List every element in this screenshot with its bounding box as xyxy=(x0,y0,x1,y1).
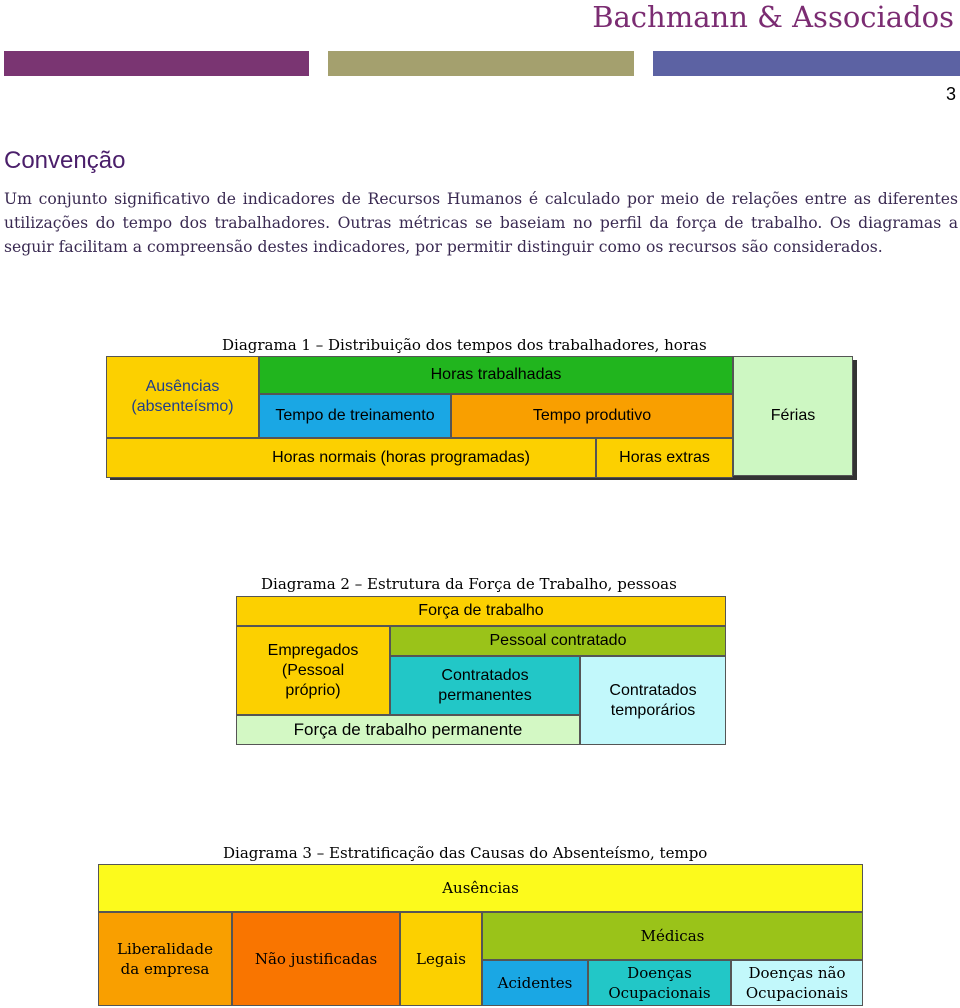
diagram3-doencas-nao-ocupacionais: Doenças não Ocupacionais xyxy=(731,960,863,1006)
diagram2-empregados: Empregados (Pessoal próprio) xyxy=(236,626,390,715)
brand-title: Bachmann & Associados xyxy=(592,0,954,34)
diagram2-caption: Diagrama 2 – Estrutura da Força de Trabalho, pessoas xyxy=(261,575,677,593)
diagram2-pessoal-contratado: Pessoal contratado xyxy=(390,626,726,656)
diagram3-acidentes: Acidentes xyxy=(482,960,588,1006)
diagram1-tempo-treinamento: Tempo de treinamento xyxy=(259,394,451,438)
diagram1-caption: Diagrama 1 – Distribuição dos tempos dos trabalhadores, horas xyxy=(222,336,707,354)
diagram1-horas-extras: Horas extras xyxy=(596,438,733,478)
diagram1-ausencias: Ausências (absenteísmo) xyxy=(106,356,259,438)
diagram3-ausencias: Ausências xyxy=(98,864,863,912)
header-bar-olive xyxy=(328,51,634,76)
page-number: 3 xyxy=(945,84,956,104)
diagram1-ferias: Férias xyxy=(733,356,853,476)
diagram2-contratados-permanentes: Contratados permanentes xyxy=(390,656,580,715)
diagram3-liberalidade: Liberalidade da empresa xyxy=(98,912,232,1006)
diagram2-forca-permanente: Força de trabalho permanente xyxy=(236,715,580,745)
diagram3-legais: Legais xyxy=(400,912,482,1006)
header-bar-blue xyxy=(653,51,960,76)
section-title: Convenção xyxy=(4,147,126,174)
intro-paragraph: Um conjunto significativo de indicadores de Recursos Humanos é calculado por meio de relações entre as diferentes utilizações do tempo dos trabalhadores. Outras métricas se baseiam no perfil da força de trabalho. Os diagramas a seguir facilitam a compreensão destes indicadores, por permitir distinguir como os recursos são considerados. xyxy=(4,190,958,256)
diagram1-horas-normais: Horas normais (horas programadas) xyxy=(106,438,596,478)
diagram3-nao-justificadas: Não justificadas xyxy=(232,912,400,1006)
diagram1-tempo-produtivo: Tempo produtivo xyxy=(451,394,733,438)
diagram3-medicas: Médicas xyxy=(482,912,863,960)
diagram3-doencas-ocupacionais: Doenças Ocupacionais xyxy=(588,960,731,1006)
diagram2-contratados-temporarios: Contratados temporários xyxy=(580,656,726,745)
diagram2-forca-trabalho: Força de trabalho xyxy=(236,596,726,626)
header-bar-purple xyxy=(4,51,309,76)
diagram3-caption: Diagrama 3 – Estratificação das Causas do Absenteísmo, tempo xyxy=(223,844,708,862)
diagram1-horas-trabalhadas: Horas trabalhadas xyxy=(259,356,733,394)
